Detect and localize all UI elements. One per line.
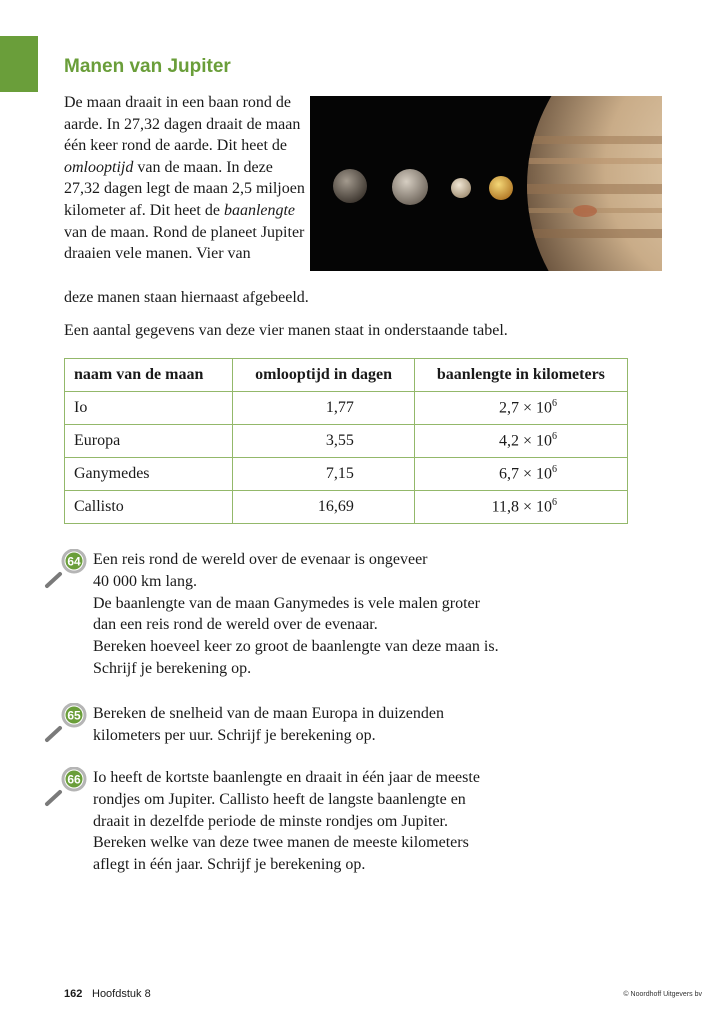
exponent: 6 xyxy=(552,431,557,443)
exercise-text xyxy=(93,767,603,876)
cell-moon-name: Europa xyxy=(65,425,233,458)
cell-length: $4,2 \times 10^6$ xyxy=(414,425,627,458)
chapter-label: Hoofdstuk 8 xyxy=(92,988,151,1000)
term-omlooptijd: omlooptijd xyxy=(64,158,134,176)
section-title: Manen van Jupiter xyxy=(64,56,231,77)
header-length: baanlengte in kilometers xyxy=(414,359,627,392)
exercise-number: 66 xyxy=(67,772,81,787)
intro-paragraph xyxy=(64,92,306,265)
table-row xyxy=(65,491,628,524)
copyright: © Noordhoff Uitgevers bv xyxy=(623,991,702,998)
exercise-text xyxy=(93,549,603,680)
exercise-line: 40 000 km lang. xyxy=(93,572,197,590)
magnifier-icon xyxy=(44,767,94,807)
table-row xyxy=(65,392,628,425)
jupiter-moons-illustration xyxy=(310,96,662,271)
cell-length: $2,7 \times 10^6$ xyxy=(414,392,627,425)
cell-period: 16,69 xyxy=(233,491,414,524)
exercise-line: rondjes om Jupiter. Callisto heeft de langste baanlengte en xyxy=(93,790,466,808)
cell-moon-name: Ganymedes xyxy=(65,458,233,491)
exercise-number: 65 xyxy=(67,708,81,723)
header-name: naam van de maan xyxy=(65,359,233,392)
exercise-line: Bereken hoeveel keer zo groot de baanlengte van deze maan is. xyxy=(93,638,499,656)
moon-io xyxy=(489,176,513,200)
cell-length: $6,7 \times 10^6$ xyxy=(414,458,627,491)
exercise-line: kilometers per uur. Schrijf je berekening op. xyxy=(93,726,376,744)
moon-ganymedes xyxy=(392,169,428,205)
cell-period: 3,55 xyxy=(233,425,414,458)
exercise-number: 64 xyxy=(67,554,81,569)
intro-text-4: deze manen staan hiernaast afgebeeld. xyxy=(64,289,309,306)
chapter-tab-marker xyxy=(0,36,38,92)
moon-europa xyxy=(451,178,471,198)
page-number: 162 xyxy=(64,988,83,1000)
exercise-line: aflegt in één jaar. Schrijf je berekening op. xyxy=(93,856,366,874)
cell-moon-name: Callisto xyxy=(65,491,233,524)
intro-text-2: van de maan. In deze 27,32 dagen legt de maan 2,5 miljoen kilometer af. Dit heet de xyxy=(64,158,305,219)
table-header-row xyxy=(65,359,628,392)
intro-text-1: De maan draait in een baan rond de aarde. In 27,32 dagen draait de maan één keer rond de aarde. Dit heet de xyxy=(64,94,301,155)
exponent: 6 xyxy=(552,398,557,410)
jupiter-planet xyxy=(527,96,662,271)
header-period: omlooptijd in dagen xyxy=(233,359,414,392)
exercise-line: De baanlengte van de maan Ganymedes is vele malen groter xyxy=(93,594,480,612)
jupiter-moons-photo xyxy=(310,96,662,271)
exercise-line: Bereken welke van deze twee manen de meeste kilometers xyxy=(93,834,469,852)
exponent: 6 xyxy=(552,464,557,476)
exercise-line: Bereken de snelheid van de maan Europa in duizenden xyxy=(93,705,444,722)
table-intro-text: Een aantal gegevens van deze vier manen staat in onderstaande tabel. xyxy=(64,322,508,339)
exercise-line: Een reis rond de wereld over de evenaar is ongeveer xyxy=(93,551,428,568)
moons-data-table xyxy=(64,358,628,524)
cell-period: 1,77 xyxy=(233,392,414,425)
term-baanlengte: baanlengte xyxy=(223,201,296,219)
cell-moon-name: Io xyxy=(65,392,233,425)
exercise-line: dan een reis rond de wereld over de evenaar. xyxy=(93,616,378,634)
cell-period: 7,15 xyxy=(233,458,414,491)
intro-text-3: van de maan. Rond de planeet Jupiter draaien vele manen. Vier van xyxy=(64,223,305,263)
exercise-text xyxy=(93,703,603,747)
exponent: 6 xyxy=(552,497,557,509)
cell-length: $11,8 \times 10^6$ xyxy=(414,491,627,524)
table-row xyxy=(65,425,628,458)
magnifier-icon xyxy=(44,703,94,743)
moon-callisto xyxy=(333,169,367,203)
magnifier-icon xyxy=(44,549,94,589)
table-row xyxy=(65,458,628,491)
exercise-line: Io heeft de kortste baanlengte en draait in één jaar de meeste xyxy=(93,769,480,786)
exercise-line: draait in dezelfde periode de minste rondjes om Jupiter. xyxy=(93,812,448,830)
exercise-line: Schrijf je berekening op. xyxy=(93,659,252,677)
